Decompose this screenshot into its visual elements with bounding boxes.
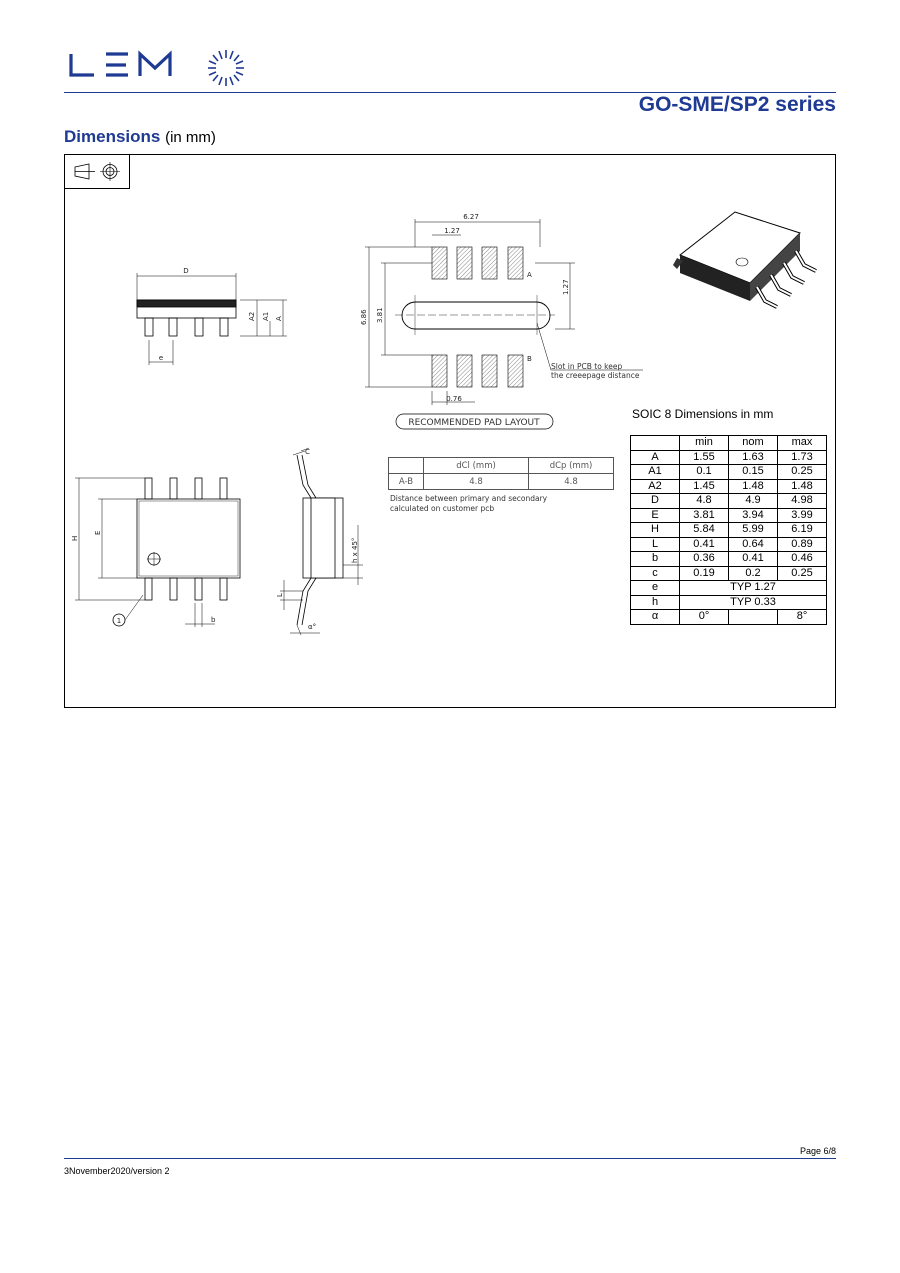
table-cell: min: [680, 436, 729, 451]
table-cell: h: [631, 595, 680, 610]
table-row: [631, 552, 827, 567]
table-cell: 1.63: [729, 450, 778, 465]
table-row: [631, 450, 827, 465]
table-cell: nom: [729, 436, 778, 451]
table-cell: 0.64: [729, 537, 778, 552]
table-cell: 3.99: [778, 508, 827, 523]
table-cell: dCl (mm): [424, 458, 529, 474]
table-cell: A1: [631, 465, 680, 480]
creepage-note: [390, 494, 610, 514]
dim-d-label: D: [183, 267, 189, 275]
creepage-table-header: [389, 458, 614, 474]
soic-header-row: [631, 436, 827, 451]
table-cell: D: [631, 494, 680, 509]
table-row: [631, 581, 827, 596]
dim-e-label: e: [158, 354, 164, 362]
table-row: [389, 474, 614, 490]
pad-slot-offset-label: 1.27: [562, 279, 570, 295]
table-row: [631, 479, 827, 494]
soic-table-title: SOIC 8 Dimensions in mm: [632, 407, 774, 421]
dim-l-label: L: [276, 593, 284, 597]
footer-date: 3November2020/version 2: [64, 1166, 170, 1176]
section-heading: [64, 127, 216, 147]
slot-note-line1: Slot in PCB to keep: [551, 362, 623, 371]
dim-c-label: C: [305, 448, 310, 456]
pad-pitch-label: 1.27: [444, 227, 460, 235]
dim-a1-label: A1: [262, 311, 270, 321]
package-3d-view: [673, 212, 816, 307]
table-row: [631, 595, 827, 610]
series-title: GO-SME/SP2 series: [638, 93, 836, 116]
soic-dimensions-table: [630, 435, 827, 625]
slot-note-line2: the creeepage distance: [551, 371, 640, 380]
table-cell: A2: [631, 479, 680, 494]
table-row: [631, 465, 827, 480]
pad-height-label: 6.86: [360, 309, 368, 325]
table-cell: 0.36: [680, 552, 729, 567]
page-number: Page 6/8: [799, 1146, 836, 1156]
table-cell: 8°: [778, 610, 827, 625]
alpha-label: α°: [308, 623, 317, 631]
pad-inner-label: 3.81: [376, 307, 384, 323]
dim-h-label: H: [71, 535, 79, 541]
table-cell: TYP 1.27: [680, 581, 827, 596]
table-row: [631, 537, 827, 552]
table-cell: [389, 458, 424, 474]
table-cell: 6.19: [778, 523, 827, 538]
table-cell: E: [631, 508, 680, 523]
creepage-note-line2: calculated on customer pcb: [390, 504, 495, 513]
lem-logo: [68, 44, 258, 88]
table-cell: H: [631, 523, 680, 538]
table-cell: 1.45: [680, 479, 729, 494]
table-cell: 5.99: [729, 523, 778, 538]
table-cell: 4.8: [424, 474, 529, 490]
table-cell: 0.2: [729, 566, 778, 581]
footer-rule: [64, 1158, 836, 1159]
table-cell: 0.19: [680, 566, 729, 581]
section-unit: (in mm): [165, 129, 216, 146]
table-cell: TYP 0.33: [680, 595, 827, 610]
table-cell: b: [631, 552, 680, 567]
table-row: [631, 523, 827, 538]
table-cell: 1.48: [729, 479, 778, 494]
table-cell: 4.8: [529, 474, 614, 490]
table-row: [631, 610, 827, 625]
top-view: [75, 478, 240, 627]
table-row: [631, 566, 827, 581]
pad-width-label: 6.27: [463, 213, 479, 221]
table-cell: A-B: [389, 474, 424, 490]
table-cell: 4.8: [680, 494, 729, 509]
table-cell: e: [631, 581, 680, 596]
table-cell: 1.48: [778, 479, 827, 494]
point-a-label: A: [527, 271, 532, 279]
section-title: Dimensions: [64, 127, 161, 146]
pad-layout-caption: RECOMMENDED PAD LAYOUT: [408, 418, 540, 428]
table-cell: 0°: [680, 610, 729, 625]
table-cell: 0.41: [729, 552, 778, 567]
table-cell: 1.73: [778, 450, 827, 465]
dim-e-upper-label: E: [94, 530, 102, 535]
pin1-label: 1: [116, 617, 122, 625]
table-cell: dCp (mm): [529, 458, 614, 474]
table-cell: A: [631, 450, 680, 465]
chamfer-label: h x 45°: [351, 537, 359, 563]
dimensions-drawing-frame: [64, 154, 836, 708]
table-cell: c: [631, 566, 680, 581]
sun-icon: [208, 50, 244, 86]
creepage-note-line1: Distance between primary and secondary: [390, 494, 548, 503]
table-cell: 5.84: [680, 523, 729, 538]
table-cell: [631, 436, 680, 451]
dim-a2-label: A2: [248, 311, 256, 321]
table-cell: 0.1: [680, 465, 729, 480]
pad-size-label: 0.76: [446, 395, 462, 403]
creepage-table: [388, 457, 614, 490]
table-row: [631, 494, 827, 509]
table-cell: 0.15: [729, 465, 778, 480]
table-cell: 4.9: [729, 494, 778, 509]
table-cell: 4.98: [778, 494, 827, 509]
table-cell: 3.81: [680, 508, 729, 523]
dim-b-label: b: [211, 616, 216, 624]
table-cell: max: [778, 436, 827, 451]
table-cell: [729, 610, 778, 625]
table-cell: 0.41: [680, 537, 729, 552]
pad-layout: [365, 219, 643, 429]
table-cell: 0.89: [778, 537, 827, 552]
table-cell: L: [631, 537, 680, 552]
table-cell: 0.46: [778, 552, 827, 567]
table-cell: α: [631, 610, 680, 625]
table-row: [631, 508, 827, 523]
table-cell: 0.25: [778, 465, 827, 480]
table-cell: 3.94: [729, 508, 778, 523]
table-cell: 0.25: [778, 566, 827, 581]
dim-a-label: A: [275, 316, 283, 321]
point-b-label: B: [527, 355, 532, 363]
table-cell: 1.55: [680, 450, 729, 465]
